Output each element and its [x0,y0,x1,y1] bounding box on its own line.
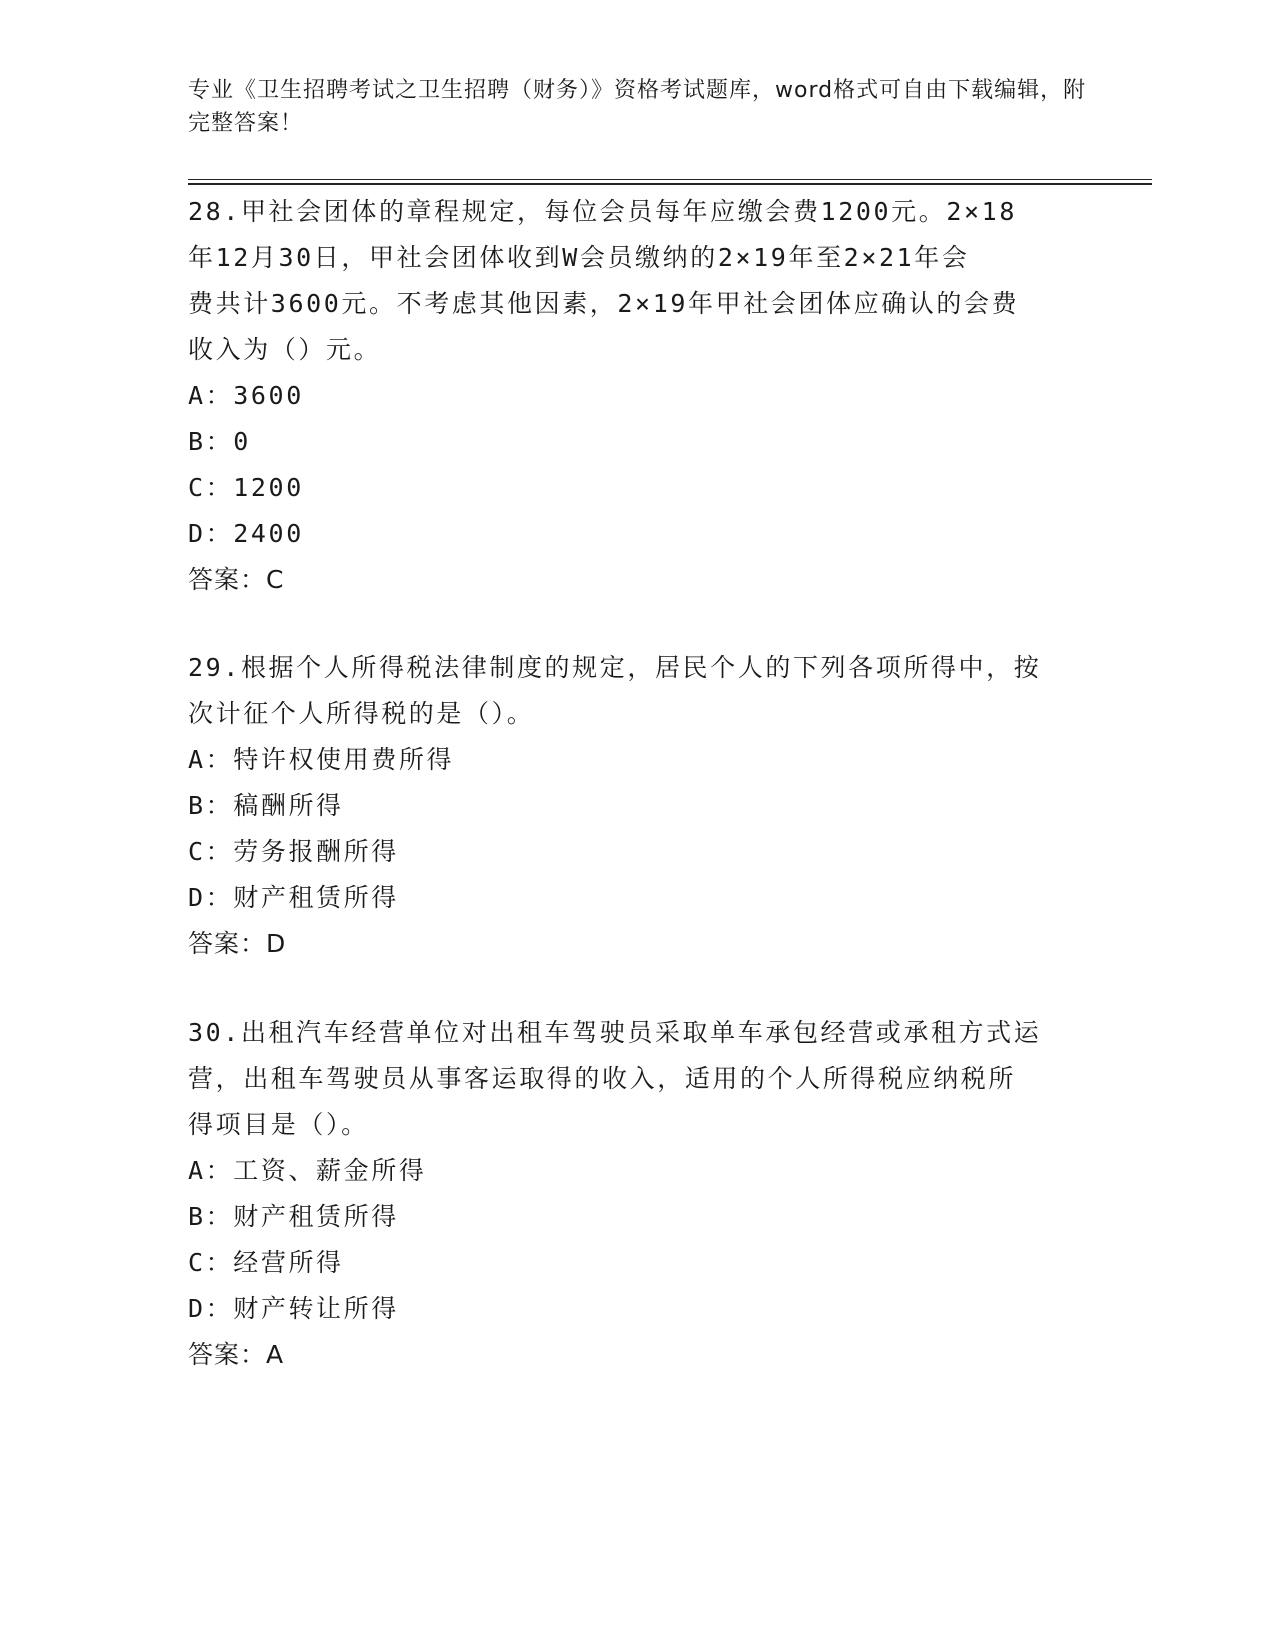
option-a: A：特许权使用费所得 [188,745,455,774]
question-stem-line: 收入为（）元。 [188,335,382,364]
header-divider-thick [188,183,1152,185]
option-c: C：劳务报酬所得 [188,837,399,866]
option-a: A：3600 [188,381,304,410]
option-a: A：工资、薪金所得 [188,1156,427,1185]
question-stem-line: 费共计3600元。不考虑其他因素，2×19年甲社会团体应确认的会费 [188,289,1020,318]
question-stem-line: 28.甲社会团体的章程规定，每位会员每年应缴会费1200元。2×18 [188,197,1017,226]
option-c: C：经营所得 [188,1248,344,1277]
option-b: B：0 [188,427,251,456]
question-stem-line: 得项目是（）。 [188,1110,369,1139]
document-header: 专业《卫生招聘考试之卫生招聘（财务）》资格考试题库，word格式可自由下载编辑，附完整答案！ [188,78,1087,136]
header-divider-thin [188,179,1152,180]
option-d: D：财产转让所得 [188,1294,399,1323]
answer-line: 答案：A [188,1340,285,1369]
question-stem-line: 30.出租汽车经营单位对出租车驾驶员采取单车承包经营或承租方式运 [188,1018,1042,1047]
question-29 [188,645,1088,967]
question-28 [188,189,1088,603]
question-30 [188,1010,1088,1378]
answer-line: 答案：D [188,929,287,958]
option-b: B：财产租赁所得 [188,1202,399,1231]
question-stem-line: 29.根据个人所得税法律制度的规定，居民个人的下列各项所得中，按 [188,653,1042,682]
question-stem-line: 营，出租车驾驶员从事客运取得的收入，适用的个人所得税应纳税所 [188,1064,1017,1093]
option-d: D：财产租赁所得 [188,883,399,912]
question-stem-line: 次计征个人所得税的是（）。 [188,699,535,728]
answer-line: 答案：C [188,565,285,594]
option-c: C：1200 [188,473,304,502]
option-b: B：稿酬所得 [188,791,344,820]
option-d: D：2400 [188,519,304,548]
question-stem-line: 年12月30日，甲社会团体收到W会员缴纳的2×19年至2×21年会 [188,243,970,272]
